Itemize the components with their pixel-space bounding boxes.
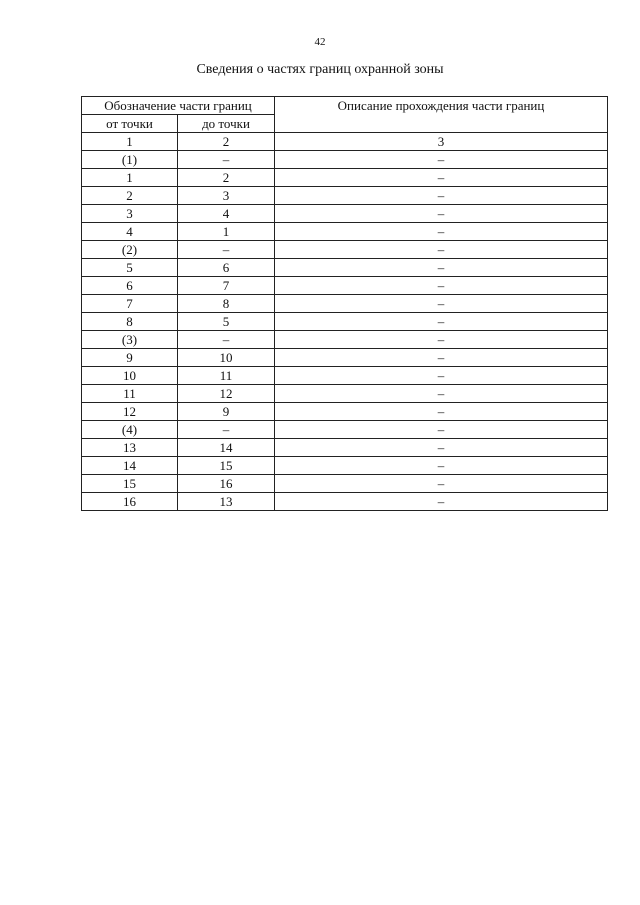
table-body — [82, 133, 608, 511]
boundary-parts-table — [81, 96, 608, 511]
table-row — [82, 403, 608, 421]
cell-to-point: 15 — [178, 457, 275, 475]
cell-to-point: 9 — [178, 403, 275, 421]
table-row — [82, 205, 608, 223]
cell-from-point: 1 — [82, 169, 178, 187]
cell-description: – — [275, 205, 608, 223]
cell-to-point: 12 — [178, 385, 275, 403]
cell-to-point: 6 — [178, 259, 275, 277]
table-row — [82, 169, 608, 187]
cell-to-point: 4 — [178, 205, 275, 223]
cell-description: 3 — [275, 133, 608, 151]
cell-to-point: 13 — [178, 493, 275, 511]
table-row — [82, 295, 608, 313]
table-row — [82, 493, 608, 511]
cell-description: – — [275, 475, 608, 493]
cell-from-point: 2 — [82, 187, 178, 205]
table-row — [82, 241, 608, 259]
cell-description: – — [275, 223, 608, 241]
cell-to-point: – — [178, 241, 275, 259]
cell-description: – — [275, 277, 608, 295]
cell-from-point: (1) — [82, 151, 178, 169]
cell-from-point: (2) — [82, 241, 178, 259]
cell-from-point: 13 — [82, 439, 178, 457]
cell-to-point: 14 — [178, 439, 275, 457]
cell-to-point: – — [178, 151, 275, 169]
cell-description: – — [275, 151, 608, 169]
table-row — [82, 385, 608, 403]
table-row — [82, 259, 608, 277]
cell-description: – — [275, 457, 608, 475]
table-row — [82, 475, 608, 493]
table-row — [82, 187, 608, 205]
cell-description: – — [275, 439, 608, 457]
cell-from-point: 5 — [82, 259, 178, 277]
header-boundary-designation: Обозначение части границ — [82, 97, 275, 115]
cell-from-point: 6 — [82, 277, 178, 295]
cell-from-point: 14 — [82, 457, 178, 475]
document-title: Сведения о частях границ охранной зоны — [196, 62, 444, 77]
cell-description: – — [275, 241, 608, 259]
cell-to-point: 11 — [178, 367, 275, 385]
cell-description: – — [275, 367, 608, 385]
cell-description: – — [275, 349, 608, 367]
cell-from-point: 16 — [82, 493, 178, 511]
table-row — [82, 151, 608, 169]
cell-description: – — [275, 331, 608, 349]
cell-description: – — [275, 187, 608, 205]
cell-to-point: 3 — [178, 187, 275, 205]
cell-from-point: 3 — [82, 205, 178, 223]
header-to-point: до точки — [178, 115, 275, 133]
cell-from-point: 8 — [82, 313, 178, 331]
table-row — [82, 349, 608, 367]
cell-to-point: 10 — [178, 349, 275, 367]
table-row — [82, 223, 608, 241]
table-row — [82, 313, 608, 331]
cell-to-point: 2 — [178, 133, 275, 151]
cell-from-point: 10 — [82, 367, 178, 385]
cell-to-point: – — [178, 331, 275, 349]
cell-description: – — [275, 385, 608, 403]
table-header — [82, 97, 608, 133]
cell-description: – — [275, 259, 608, 277]
cell-from-point: 1 — [82, 133, 178, 151]
cell-description: – — [275, 313, 608, 331]
cell-from-point: 11 — [82, 385, 178, 403]
header-from-point: от точки — [82, 115, 178, 133]
table-row — [82, 439, 608, 457]
cell-to-point: 5 — [178, 313, 275, 331]
cell-description: – — [275, 295, 608, 313]
cell-from-point: (4) — [82, 421, 178, 439]
table-row — [82, 367, 608, 385]
cell-to-point: 16 — [178, 475, 275, 493]
cell-to-point: 1 — [178, 223, 275, 241]
cell-to-point: 2 — [178, 169, 275, 187]
table-row — [82, 277, 608, 295]
cell-to-point: 7 — [178, 277, 275, 295]
table-row — [82, 457, 608, 475]
cell-from-point: 15 — [82, 475, 178, 493]
table-row — [82, 133, 608, 151]
header-boundary-description: Описание прохождения части границ — [275, 97, 608, 133]
table-row — [82, 331, 608, 349]
cell-from-point: 9 — [82, 349, 178, 367]
cell-description: – — [275, 403, 608, 421]
cell-from-point: (3) — [82, 331, 178, 349]
cell-to-point: – — [178, 421, 275, 439]
cell-description: – — [275, 493, 608, 511]
cell-description: – — [275, 421, 608, 439]
cell-from-point: 7 — [82, 295, 178, 313]
cell-from-point: 4 — [82, 223, 178, 241]
page-number: 42 — [314, 36, 326, 48]
cell-from-point: 12 — [82, 403, 178, 421]
cell-description: – — [275, 169, 608, 187]
cell-to-point: 8 — [178, 295, 275, 313]
table-row — [82, 421, 608, 439]
